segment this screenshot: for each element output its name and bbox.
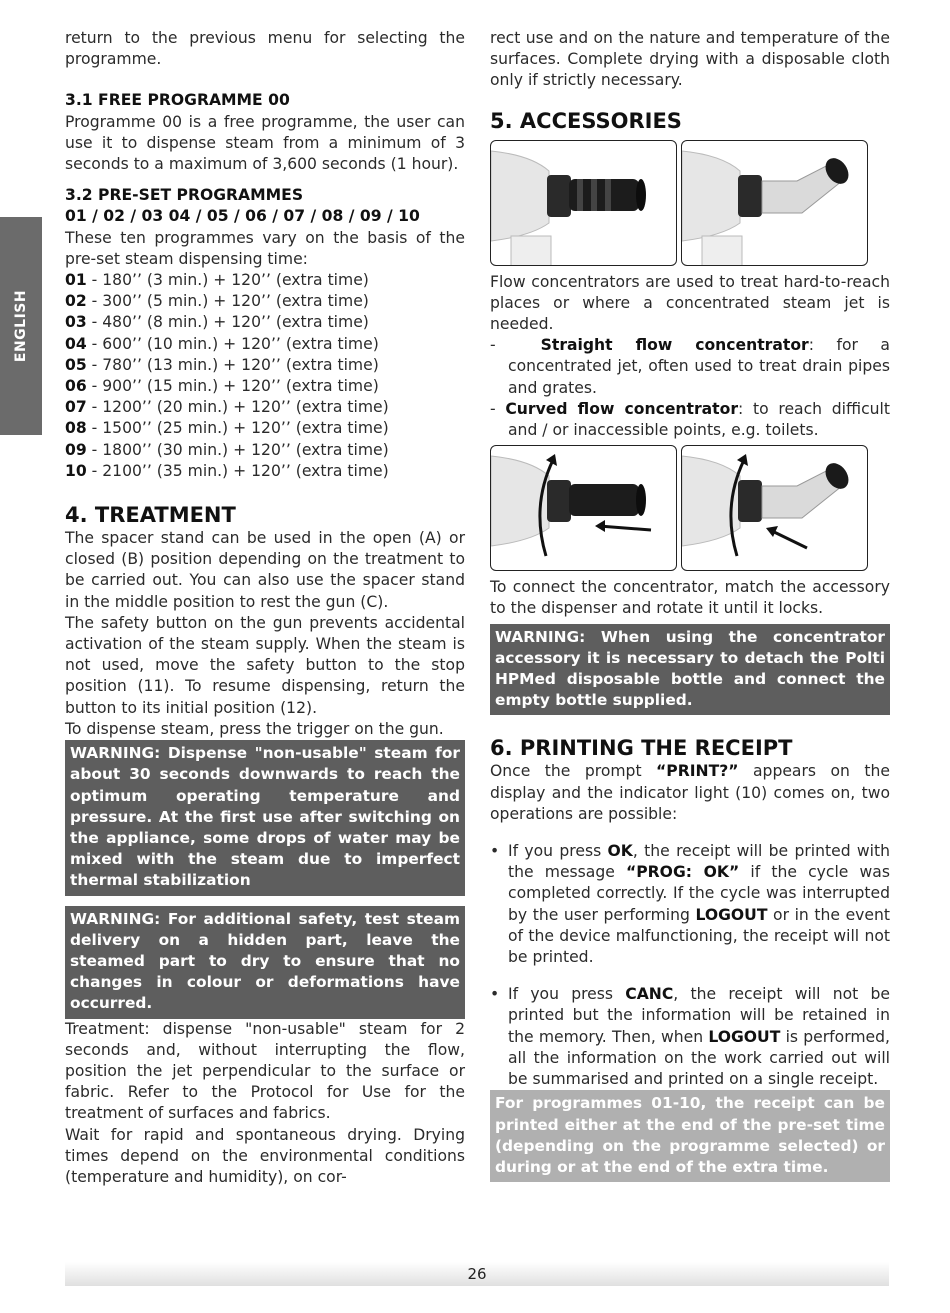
section-4-paragraph: Wait for rapid and spontaneous drying. Drying times depend on the environmental conditions (temperature and humidity), on cor- xyxy=(65,1125,465,1186)
programme-item xyxy=(65,418,465,439)
programme-item xyxy=(65,334,465,355)
connect-straight-illustration xyxy=(491,446,676,570)
photo-connect-curved xyxy=(681,445,868,571)
right-column xyxy=(490,28,890,1182)
bullet-text: , the receipt will be printed with the message xyxy=(508,842,891,882)
programme-text: - 2100’’ (35 min.) + 120’’ (extra time) xyxy=(86,461,389,480)
programme-number: 09 xyxy=(65,440,87,459)
section-3-2-text: These ten programmes vary on the basis of the pre-set steam dispensing time: xyxy=(65,228,465,268)
continued-text: rect use and on the nature and temperature of the surfaces. Complete drying with a disposable cloth only if strictly necessary. xyxy=(490,29,890,90)
intro-text: return to the previous menu for selecting the programme. xyxy=(65,29,465,69)
programme-number: 03 xyxy=(65,313,87,332)
programme-number: 02 xyxy=(65,292,87,311)
connect-instruction: To connect the concentrator, match the accessory to the dispenser and rotate it until it locks. xyxy=(490,578,890,618)
section-6-intro xyxy=(490,761,890,825)
bullet-dot: • xyxy=(490,842,500,861)
warning-box-concentrator: WARNING: When using the concentrator accessory it is necessary to detach the Polti HPMed disposable bottle and connect the empty bottle supplied. xyxy=(490,624,890,716)
accessory-photos-bottom xyxy=(490,445,890,571)
curved-concentrator-item: - Curved flow concentrator: to reach difficult and / or inaccessible points, e.g. toilets. xyxy=(490,399,890,440)
curved-concentrator-text: : to reach difficult and / or inaccessible points, e.g. toilets. xyxy=(508,399,890,440)
bullet-canc xyxy=(490,984,890,1090)
photo-straight-concentrator xyxy=(490,140,677,266)
photo-connect-straight xyxy=(490,445,677,571)
programme-number: 07 xyxy=(65,398,87,417)
programme-item xyxy=(65,291,465,312)
section-4-paragraph: To dispense steam, press the trigger on the gun. xyxy=(65,719,444,738)
section-3-1-title: 3.1 FREE PROGRAMME 00 xyxy=(65,91,290,110)
photo-curved-concentrator xyxy=(681,140,868,266)
section-5-title: 5. ACCESSORIES xyxy=(490,108,682,133)
programme-number: 04 xyxy=(65,334,87,353)
accessory-photos-top xyxy=(490,140,890,266)
programme-number: 08 xyxy=(65,419,87,438)
programme-list xyxy=(65,270,465,482)
programme-number: 10 xyxy=(65,461,87,480)
page-footer xyxy=(65,1262,889,1286)
programme-text: - 780’’ (13 min.) + 120’’ (extra time) xyxy=(86,355,379,374)
programme-number: 06 xyxy=(65,377,87,396)
warning-box-steam: WARNING: Dispense "non-usable" steam for about 30 seconds downwards to reach the optimum operating temperature and pressure. At the first use after switching on the appliance, some drops of water may be mixed with the steam due to imperfect thermal stabilization xyxy=(65,740,465,895)
section-4-paragraph: The safety button on the gun prevents accidental activation of the steam supply. When the steam is not used, move the safety button to the stop position (11). To resume dispensing, return the button to its initial position (12). xyxy=(65,613,465,717)
programme-item xyxy=(65,312,465,333)
logout-key: LOGOUT xyxy=(695,905,768,924)
intro-part: Once the prompt xyxy=(490,762,657,781)
programme-item xyxy=(65,376,465,397)
programme-item xyxy=(65,355,465,376)
straight-concentrator-illustration xyxy=(491,141,676,265)
programme-text: - 900’’ (15 min.) + 120’’ (extra time) xyxy=(86,377,379,396)
left-column xyxy=(65,28,465,1188)
section-3-2-title: 3.2 PRE-SET PROGRAMMES xyxy=(65,186,304,205)
programme-item xyxy=(65,461,465,482)
bullet-dot: • xyxy=(490,985,500,1004)
programme-item xyxy=(65,270,465,291)
section-3-1-text: Programme 00 is a free programme, the user can use it to dispense steam from a minimum of 3 seconds to a maximum of 3,600 seconds (1 hour). xyxy=(65,112,465,174)
section-3-2-subtitle: 01 / 02 / 03 04 / 05 / 06 / 07 / 08 / 09 / 10 xyxy=(65,207,420,226)
programme-number: 01 xyxy=(65,271,87,290)
bullet-text: If you press xyxy=(508,842,608,861)
section-6-title: 6. PRINTING THE RECEIPT xyxy=(490,736,793,761)
straight-concentrator-item: - Straight flow concentrator: for a concentrated jet, often used to treat drain pipes and grates. xyxy=(490,336,890,397)
note-box-receipt: For programmes 01-10, the receipt can be printed either at the end of the pre-set time (depending on the programme selected) or during or at the end of the extra time. xyxy=(490,1090,890,1182)
bullet-text: is performed, all the information on the work carried out will be summarised and printed on a single receipt. xyxy=(508,1027,890,1089)
programme-text: - 600’’ (10 min.) + 120’’ (extra time) xyxy=(86,334,379,353)
page-number: 26 xyxy=(467,1265,487,1283)
straight-concentrator-label: Straight flow concentrator xyxy=(540,336,809,355)
language-label: ENGLISH xyxy=(13,289,29,363)
bullet-text: , the receipt will not be printed but the information will be retained in the memory. Then, when xyxy=(508,985,891,1046)
language-side-tab xyxy=(0,217,42,435)
straight-concentrator-text: : for a concentrated jet, often used to treat drain pipes and grates. xyxy=(508,336,890,397)
ok-key: OK xyxy=(607,842,633,861)
bullet-text: if the cycle was completed correctly. If the cycle was interrupted by the user performing xyxy=(508,863,890,924)
warning-box-safety: WARNING: For additional safety, test steam delivery on a hidden part, leave the steamed part to dry to ensure that no changes in colour or deformations have occurred. xyxy=(65,906,465,1019)
programme-text: - 480’’ (8 min.) + 120’’ (extra time) xyxy=(86,313,369,332)
programme-text: - 1800’’ (30 min.) + 120’’ (extra time) xyxy=(86,440,389,459)
section-4-title: 4. TREATMENT xyxy=(65,503,236,528)
bullet-text: or in the event of the device malfunctioning, the receipt will not be printed. xyxy=(508,905,890,967)
programme-number: 05 xyxy=(65,355,87,374)
programme-text: - 1500’’ (25 min.) + 120’’ (extra time) xyxy=(86,419,389,438)
bullet-text: If you press xyxy=(508,985,626,1004)
print-prompt: “PRINT?” xyxy=(656,762,739,781)
programme-text: - 180’’ (3 min.) + 120’’ (extra time) xyxy=(86,271,369,290)
canc-key: CANC xyxy=(625,985,674,1004)
programme-item xyxy=(65,397,465,418)
programme-text: - 1200’’ (20 min.) + 120’’ (extra time) xyxy=(86,398,389,417)
connect-curved-illustration xyxy=(682,446,867,570)
programme-text: - 300’’ (5 min.) + 120’’ (extra time) xyxy=(86,292,369,311)
bullet-ok xyxy=(490,841,890,968)
intro-part: appears on the display and the indicator light (10) comes on, two operations are possible: xyxy=(490,762,890,823)
section-4-paragraph: Treatment: dispense "non-usable" steam for 2 seconds and, without interrupting the flow, position the jet perpendicular to the surface or fabric. Refer to the Protocol for Use for the treatment of surfaces and fabrics. xyxy=(65,1019,465,1123)
curved-concentrator-label: Curved flow concentrator xyxy=(505,399,739,418)
programme-item xyxy=(65,440,465,461)
prog-ok-message: “PROG: OK” xyxy=(626,863,740,882)
section-5-paragraph: Flow concentrators are used to treat hard-to-reach places or where a concentrated steam jet is needed. xyxy=(490,272,890,334)
section-4-paragraph: The spacer stand can be used in the open (A) or closed (B) position depending on the treatment to be carried out. You can also use the spacer stand in the middle position to rest the gun (C). xyxy=(65,529,465,611)
logout-key: LOGOUT xyxy=(708,1027,781,1046)
curved-concentrator-illustration xyxy=(682,141,867,265)
